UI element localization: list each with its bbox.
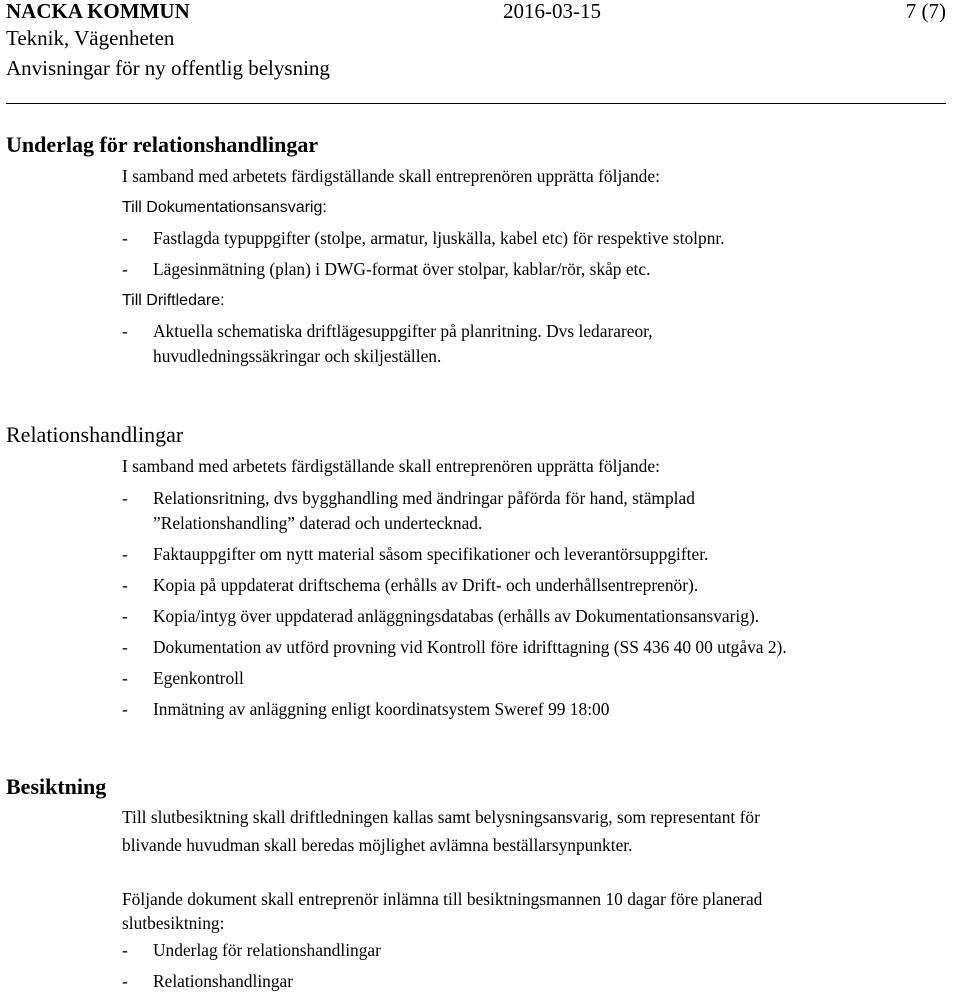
list-item-text: Inmätning av anläggning enligt koordinatsystem Sweref 99 18:00 xyxy=(153,699,610,719)
section-title-besiktning: Besiktning xyxy=(6,774,107,799)
list-item xyxy=(122,539,950,570)
list-item-text: Fastlagda typuppgifter (stolpe, armatur, ljuskälla, kabel etc) för respektive stolpnr. xyxy=(153,228,725,248)
section-relationshandlingar xyxy=(6,421,950,725)
list-item xyxy=(122,694,950,725)
list-dash: - xyxy=(122,228,128,248)
page-header xyxy=(6,0,946,104)
besiktning-paragraph-1: Till slutbesiktning skall driftledningen kallas samt belysningsansvarig, som representant för xyxy=(122,807,760,827)
group-label-driftledare: Till Driftledare: xyxy=(122,292,225,309)
list-item-text: Kopia på uppdaterat driftschema (erhålls av Drift- och underhållsentreprenör). xyxy=(153,575,699,595)
list-dash: - xyxy=(122,637,128,657)
section-body-underlag xyxy=(122,161,950,369)
section-body-relationshandlingar xyxy=(122,451,950,725)
section-besiktning xyxy=(6,773,950,997)
list-item-text: Relationsritning, dvs bygghandling med ändringar påförda för hand, stämplad xyxy=(153,488,695,508)
list-dash: - xyxy=(122,699,128,719)
list-dash: - xyxy=(122,971,128,991)
list-dash: - xyxy=(122,668,128,688)
list-item xyxy=(122,254,950,285)
section-body-besiktning xyxy=(122,803,950,997)
group-label-dokumentationsansvarig: Till Dokumentationsansvarig: xyxy=(122,199,327,216)
department-name: Teknik, Vägenheten xyxy=(6,26,175,50)
list-item-text: Lägesinmätning (plan) i DWG-format över stolpar, kablar/rör, skåp etc. xyxy=(153,259,651,279)
list-item-text: Kopia/intyg över uppdaterad anläggningsdatabas (erhålls av Dokumentationsansvarig). xyxy=(153,606,760,626)
besiktning-paragraph-2: Följande dokument skall entreprenör inlämna till besiktningsmannen 10 dagar före planerad xyxy=(122,889,763,909)
list-item-text-continued: ”Relationshandling” daterad och undertecknad. xyxy=(153,513,483,533)
list-item-text: Relationshandlingar xyxy=(153,971,294,991)
list-item xyxy=(122,935,950,966)
section-underlag xyxy=(6,131,950,369)
list-item xyxy=(122,632,950,663)
list-item-text: Dokumentation av utförd provning vid Kontroll före idrifttagning (SS 436 40 00 utgåva 2). xyxy=(153,637,787,657)
list-item-text: Egenkontroll xyxy=(153,668,244,688)
besiktning-paragraph-1-continued: blivande huvudman skall beredas möjlighet avlämna beställarsynpunkter. xyxy=(122,835,633,855)
relations-intro: I samband med arbetets färdigställande skall entreprenören upprätta följande: xyxy=(122,456,660,476)
list-dash: - xyxy=(122,488,128,508)
list-item xyxy=(122,570,950,601)
page-number: 7 (7) xyxy=(905,0,946,23)
list-dash: - xyxy=(122,575,128,595)
document-date: 2016-03-15 xyxy=(503,0,601,23)
list-dash: - xyxy=(122,259,128,279)
list-dash: - xyxy=(122,940,128,960)
list-item xyxy=(122,966,950,997)
header-divider xyxy=(6,103,946,104)
document-title: Anvisningar för ny offentlig belysning xyxy=(6,56,330,80)
list-item xyxy=(122,601,950,632)
besiktning-paragraph-2-continued: slutbesiktning: xyxy=(122,913,225,933)
underlag-intro: I samband med arbetets färdigställande skall entreprenören upprätta följande: xyxy=(122,166,660,186)
section-title-underlag: Underlag för relationshandlingar xyxy=(6,132,319,157)
list-dash: - xyxy=(122,544,128,564)
list-dash: - xyxy=(122,606,128,626)
list-item xyxy=(122,486,950,536)
list-dash: - xyxy=(122,321,128,341)
paragraph-gap xyxy=(122,859,950,887)
list-item-text: Faktauppgifter om nytt material såsom specifikationer och leverantörsuppgifter. xyxy=(153,544,709,564)
list-item-text: Aktuella schematiska driftlägesuppgifter på planritning. Dvs ledarareor, xyxy=(153,321,653,341)
list-item xyxy=(122,663,950,694)
list-item xyxy=(122,319,950,369)
list-item-text-continued: huvudledningssäkringar och skiljeställen. xyxy=(153,346,442,366)
list-item xyxy=(122,223,950,254)
section-title-relationshandlingar: Relationshandlingar xyxy=(6,422,184,447)
organization-name: NACKA KOMMUN xyxy=(6,0,190,23)
list-item-text: Underlag för relationshandlingar xyxy=(153,940,381,960)
